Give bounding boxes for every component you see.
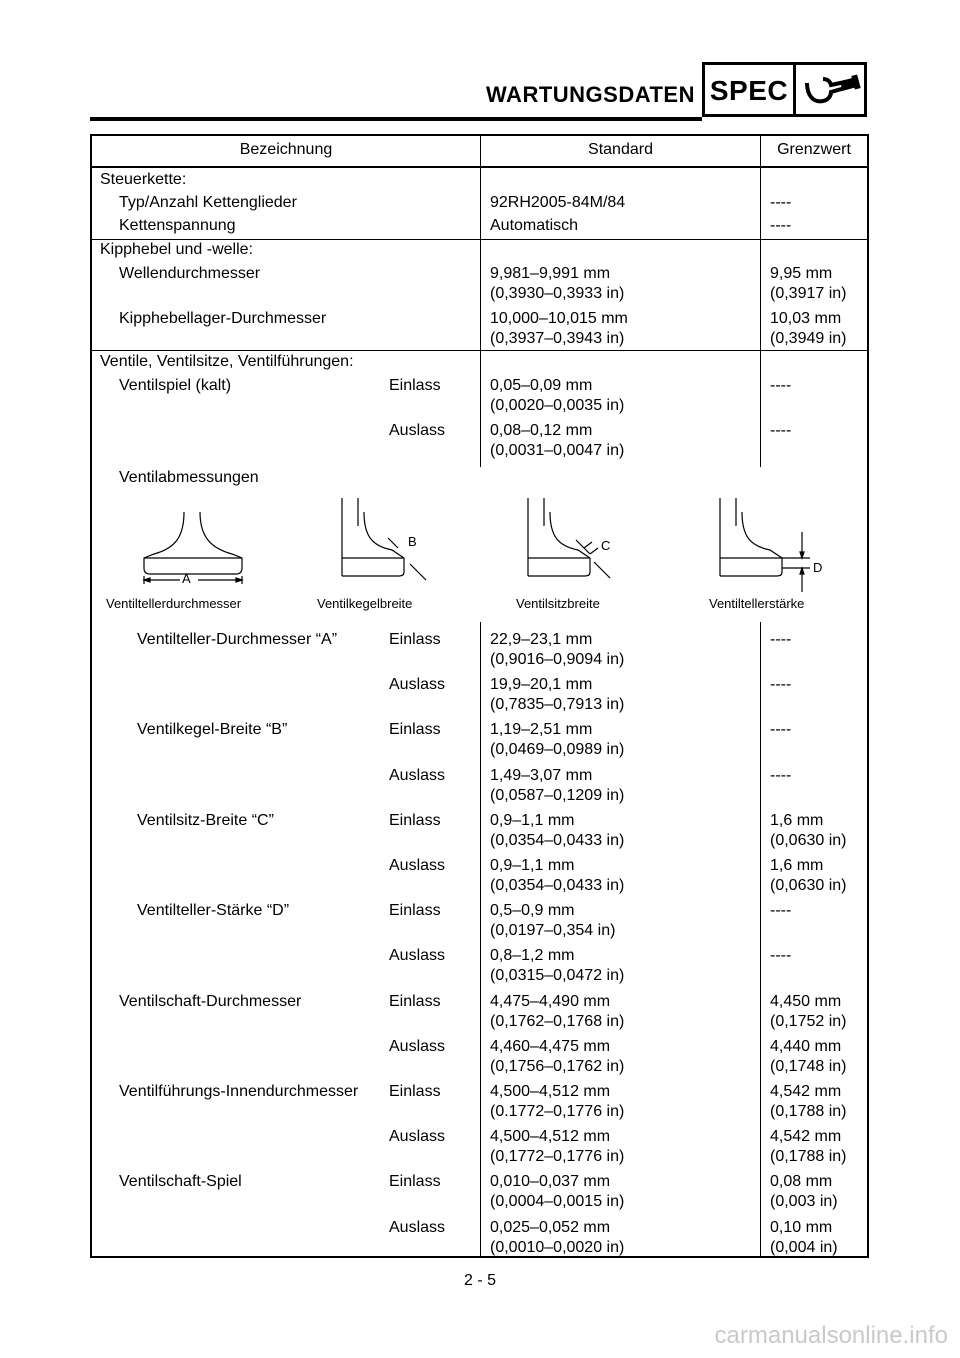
standard-value: 22,9–23,1 mm [490,631,593,648]
section-title-steuerkette: Steuerkette: [100,171,187,188]
standard-value-inch: (0,3930–0,3933 in) [490,285,625,302]
valve-dimension-diagram [92,496,867,621]
side-label: Einlass [389,812,441,829]
standard-value: 0,8–1,2 mm [490,947,575,964]
spec-label: SPEC [709,75,789,106]
diagram-label-c: C [601,538,611,553]
section-title-kipphebel: Kipphebel und -welle: [100,241,253,258]
limit-value: 0,08 mm [770,1173,833,1190]
row-label: Ventilschaft-Spiel [119,1173,242,1190]
limit-value: 0,10 mm [770,1219,833,1236]
spec-badge [702,62,867,117]
column-divider [760,136,761,467]
row-label: Ventilschaft-Durchmesser [119,993,302,1010]
page-number: 2 - 5 [463,1272,496,1289]
limit-value: 4,440 mm [770,1038,842,1055]
standard-value-inch: (0,0315–0,0472 in) [490,967,625,984]
spec-divider [793,65,796,114]
standard-value: 0,05–0,09 mm [490,377,593,394]
standard-value-inch: (0,0354–0,0433 in) [490,832,625,849]
column-header-grenzwert: Grenzwert [777,141,851,158]
limit-value: ---- [770,217,792,234]
standard-value: Automatisch [490,217,579,234]
side-label: Einlass [389,721,441,738]
diagram-label-d: D [813,560,823,575]
column-header-bezeichnung: Bezeichnung [239,141,333,158]
column-header-standard: Standard [588,141,653,158]
standard-value: 0,9–1,1 mm [490,857,575,874]
limit-value: ---- [770,902,792,919]
side-label: Auslass [389,676,446,693]
limit-value-inch: (0,0630 in) [770,832,847,849]
limit-value: 4,542 mm [770,1128,842,1145]
row-label: Ventilspiel (kalt) [119,377,232,394]
limit-value: 10,03 mm [770,310,842,327]
caption-ventiltellerdurchmesser: Ventiltellerdurchmesser [106,596,242,611]
standard-value-inch: (0,3937–0,3943 in) [490,330,625,347]
column-divider [480,136,481,467]
standard-value-inch: (0,9016–0,9094 in) [490,651,625,668]
side-label: Auslass [389,947,446,964]
standard-value-inch: (0.1772–0,1776 in) [490,1103,625,1120]
caption-ventilkegelbreite: Ventilkegelbreite [317,596,413,611]
standard-value: 19,9–20,1 mm [490,676,593,693]
limit-value: ---- [770,676,792,693]
column-divider [480,622,481,1258]
limit-value: ---- [770,422,792,439]
side-label: Einlass [389,377,441,394]
limit-value: 9,95 mm [770,265,833,282]
row-label: Wellendurchmesser [119,265,261,282]
row-label: Ventilsitz-Breite “C” [137,812,274,829]
standard-value: 4,475–4,490 mm [490,993,611,1010]
row-label: Ventilteller-Durchmesser “A” [137,631,338,648]
standard-value-inch: (0,0354–0,0433 in) [490,877,625,894]
caption-ventiltellerstaerke: Ventiltellerstärke [709,596,805,611]
standard-value: 92RH2005-84M/84 [490,194,626,211]
limit-value-inch: (0,0630 in) [770,877,847,894]
caption-ventilsitzbreite: Ventilsitzbreite [516,596,600,611]
standard-value: 4,500–4,512 mm [490,1083,611,1100]
side-label: Auslass [389,1038,446,1055]
row-label: Kipphebellager-Durchmesser [119,310,327,327]
limit-value-inch: (0,004 in) [770,1239,838,1256]
limit-value: ---- [770,194,792,211]
limit-value: ---- [770,377,792,394]
limit-value: 1,6 mm [770,857,824,874]
row-label: Ventilkegel-Breite “B” [137,721,288,738]
standard-value-inch: (0,0587–0,1209 in) [490,787,625,804]
side-label: Einlass [389,631,441,648]
limit-value-inch: (0,3917 in) [770,285,847,302]
limit-value: 4,542 mm [770,1083,842,1100]
side-label: Einlass [389,993,441,1010]
row-label: Kettenspannung [119,217,236,234]
standard-value-inch: (0,1772–0,1776 in) [490,1148,625,1165]
row-label: Typ/Anzahl Kettenglieder [119,194,297,211]
diagram-label-a: A [182,571,191,586]
side-label: Auslass [389,1128,446,1145]
valve-margin-thickness-figure [720,498,810,592]
row-label: Ventilteller-Stärke “D” [137,902,290,919]
standard-value: 0,010–0,037 mm [490,1173,611,1190]
limit-value-inch: (0,003 in) [770,1193,838,1210]
standard-value: 1,19–2,51 mm [490,721,593,738]
page-title: WARTUNGSDATEN [486,82,695,107]
standard-value-inch: (0,0010–0,0020 in) [490,1239,625,1256]
side-label: Auslass [389,422,446,439]
side-label: Einlass [389,1173,441,1190]
column-divider [760,622,761,1258]
standard-value: 1,49–3,07 mm [490,767,593,784]
standard-value-inch: (0,1756–0,1762 in) [490,1058,625,1075]
standard-value-inch: (0,0020–0,0035 in) [490,397,625,414]
standard-value: 0,5–0,9 mm [490,902,575,919]
side-label: Auslass [389,767,446,784]
limit-value-inch: (0,1748 in) [770,1058,847,1075]
standard-value-inch: (0,1762–0,1768 in) [490,1013,625,1030]
side-label: Einlass [389,902,441,919]
standard-value: 9,981–9,991 mm [490,265,611,282]
section-separator [92,350,867,351]
limit-value-inch: (0,3949 in) [770,330,847,347]
diagram-label-b: B [408,534,417,549]
standard-value-inch: (0,0031–0,0047 in) [490,442,625,459]
standard-value: 4,460–4,475 mm [490,1038,611,1055]
valve-head-diameter-figure [144,512,242,584]
limit-value: 1,6 mm [770,812,824,829]
title-underline [90,117,702,121]
watermark: carmanualsonline.info [714,1322,948,1349]
section-title-ventile: Ventile, Ventilsitze, Ventilführungen: [100,353,354,370]
standard-value-inch: (0,0197–0,354 in) [490,922,616,939]
standard-value: 4,500–4,512 mm [490,1128,611,1145]
valve-seat-width-figure [528,498,610,578]
limit-value-inch: (0,1752 in) [770,1013,847,1030]
limit-value: ---- [770,767,792,784]
limit-value: ---- [770,631,792,648]
limit-value-inch: (0,1788 in) [770,1103,847,1120]
standard-value-inch: (0,7835–0,7913 in) [490,696,625,713]
valve-diagrams-svg [92,496,867,596]
limit-value: ---- [770,721,792,738]
side-label: Einlass [389,1083,441,1100]
wrench-icon [801,73,863,109]
ventilabmessungen-label: Ventilabmessungen [119,469,259,486]
side-label: Auslass [389,857,446,874]
standard-value: 10,000–10,015 mm [490,310,628,327]
spec-table [90,134,869,1258]
row-label: Ventilführungs-Innendurchmesser [119,1083,359,1100]
limit-value-inch: (0,1788 in) [770,1148,847,1165]
standard-value: 0,025–0,052 mm [490,1219,611,1236]
standard-value: 0,08–0,12 mm [490,422,593,439]
side-label: Auslass [389,1219,446,1236]
limit-value: ---- [770,947,792,964]
limit-value: 4,450 mm [770,993,842,1010]
standard-value-inch: (0,0469–0,0989 in) [490,741,625,758]
standard-value-inch: (0,0004–0,0015 in) [490,1193,625,1210]
standard-value: 0,9–1,1 mm [490,812,575,829]
